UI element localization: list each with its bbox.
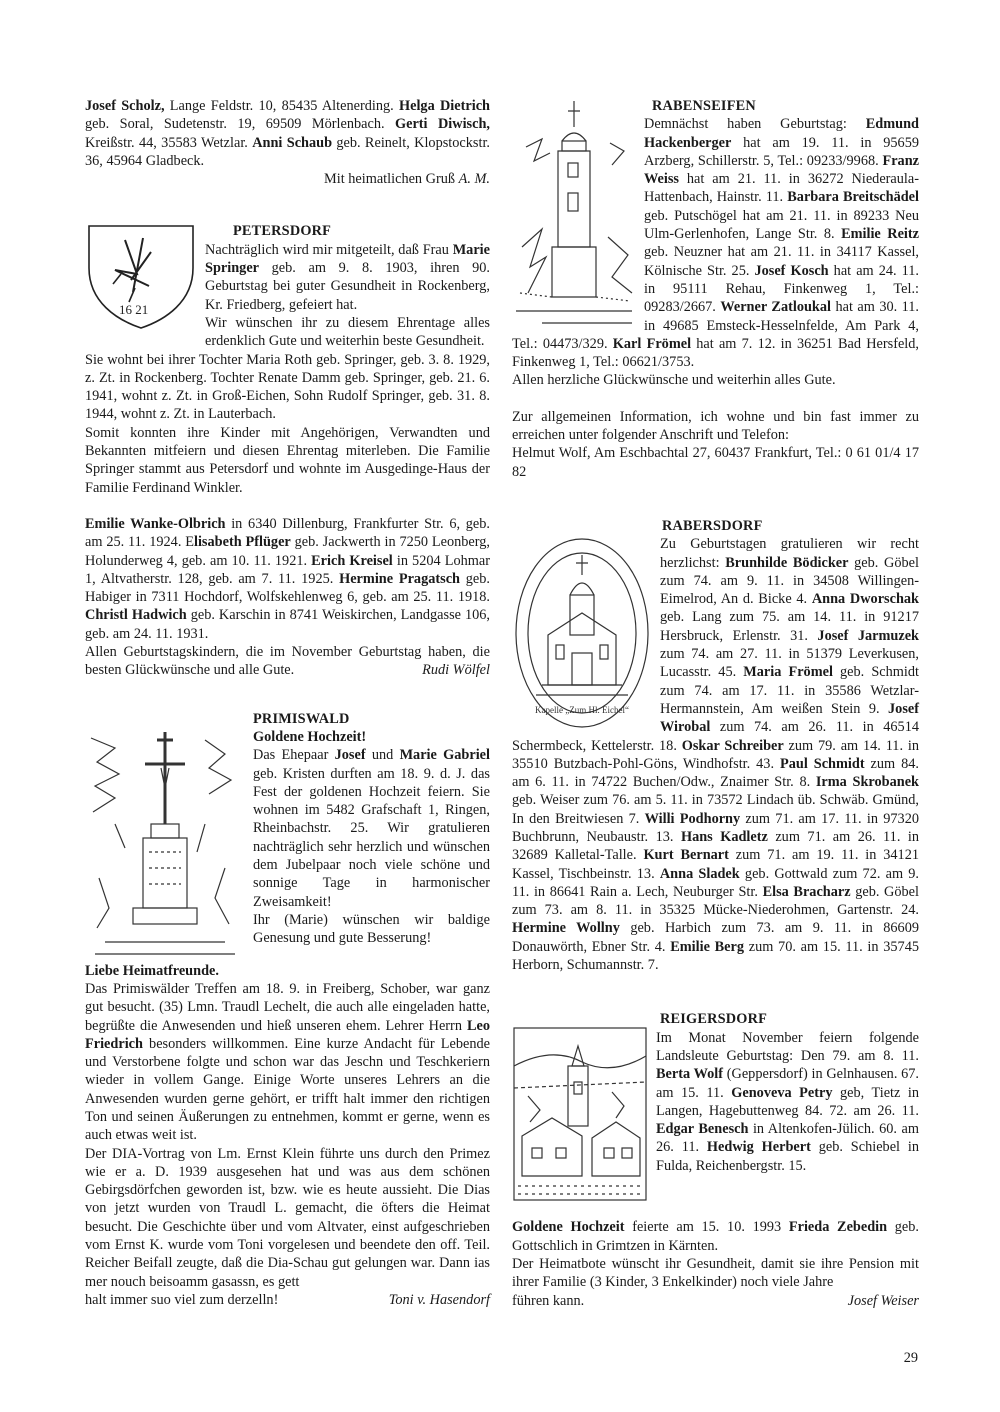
petersdorf-para-3: Sie wohnt bei ihrer Tochter Maria Roth geb. Springer, geb. 3. 8. 1929, z. Zt. in Rockenberg. Tochter Renate Damm geb. Springer, geb. 21. 6. 1941, wohnt z. Zt. in Groß-Eichen, Sohn Rudolf Springer, geb. 31. 8. 1944, wohnt z. Zt. in Lauterbach. (85, 351, 490, 423)
bold-name: Oskar Schreiber (681, 737, 784, 754)
rabenseifen-section (512, 97, 919, 481)
birthday-signature: Rudi Wölfel (422, 662, 490, 679)
bold-name: Maria Frömel (743, 664, 833, 681)
primiswald-signature: Toni v. Hasendorf (388, 1291, 490, 1308)
bold-name: Anni Schaub (252, 134, 333, 151)
bold-name: Kurt Bernart (643, 847, 729, 864)
bold-name: Genoveva Petry (731, 1084, 833, 1101)
bold-name: Goldene Hochzeit (512, 1219, 625, 1236)
bold-name: Hermine Wollny (512, 920, 620, 937)
primiswald-para-1: Das Ehepaar Josef und Marie Gabriel geb. Kristen durften am 18. 9. d. J. das Fest der goldenen Hochzeit feiern. Sie wohnen im 5482 Grafschaft 1, Ringen, Rheinbachstr. 25. Wir gratulieren nachträglich sehr herzlich und wünschen dem Jubelpaar noch viele schöne und sonnige Tage in harmonischer Zweisamkeit! (253, 747, 490, 910)
bold-name: Josef Scholz, (85, 98, 165, 114)
reigersdorf-closing (512, 1292, 919, 1310)
bold-name: Karl Frömel (612, 335, 692, 352)
church-tower-icon (512, 97, 636, 331)
petersdorf-para-2: Wir wünschen ihr zu diesem Ehrentage alles erdenklich Gute und weiterhin beste Gesundheit. (205, 314, 490, 350)
primiswald-title: PRIMISWALD (253, 710, 350, 727)
rabersdorf-para-1: Zu Geburtstagen gratulieren wir recht herzlichst: Brunhilde Bödicker geb. Göbel zum 74. am 9. 11. in 34508 Willingen-Eimelrod, An d. Bicke 4. Anna Dworschak geb. Lang zum 75. am 14. 11. in 91217 Hersbruck, Erlenstr. 31. Josef Jarmuzek zum 74. am 27. 11. in 51379 Leverkusen, Lucasstr. 45. Maria Frömel geb. Schmidt zum 74. am 17. 11. in 35586 Wetzlar-Hermannstein, Am weißen Stein 9. Josef Wirobal zum 74. am 26. 11. in 46514 Schermbeck, Kettelerstr. 18. Oskar Schreiber zum 79. am 14. 11. in 35510 Butzbach-Pohl-Göns, Windhofstr. 43. Paul Schmidt zum 84. am 6. 11. in 74722 Buchen/Odw., Znaimer Str. 8. Irma Skrobanek geb. Weiser zum 76. am 5. 11. in 73572 Lindach üb. Schwäb. Gmünd, In den Breitwiesen 7. Willi Podhorny zum 71. am 17. 11. in 97320 Buchbrunn, Neubaustr. 13. Hans Kadletz zum 71. am 26. 11. in 32689 Kalletal-Talle. Kurt Bernart zum 71. am 19. 11. in 34121 Kassel, Tischbeinstr. 13. Anna Sladek geb. Gottwald zum 72. am 9. 11. in 86641 Rain a. Lech, Neuburger Str. Elsa Bracharz geb. Göbel zum 73. am 8. 11. in 35325 Mücke-Niederohmen, Gartenstr. 24. Hermine Wollny geb. Harbich zum 73. am 9. 11. in 86609 Donauwörth, Ebner Str. 4. Emilie Berg zum 70. am 15. 11. in 35745 Herborn, Schumannstr. 7. (512, 536, 920, 974)
intro-paragraph: Josef Scholz, Lange Feldstr. 10, 85435 Altenerding. Helga Dietrich geb. Soral, Sudetenstr. 19, 69509 Mörlenbach. Gerti Diwisch, Kreißstr. 44, 35583 Wetzlar. Anni Schaub geb. Reinelt, Klopstockstr. 36, 45964 Gladbeck. (85, 98, 490, 169)
bold-name: Hedwig Herbert (706, 1139, 811, 1156)
bold-name: Werner Zatloukal (720, 299, 831, 316)
bold-name: Elsa Bracharz (762, 883, 851, 900)
chapel-medallion-icon (512, 535, 652, 731)
bold-name: Brunhilde Bödicker (725, 554, 849, 571)
reigersdorf-section (512, 1010, 919, 1309)
petersdorf-title: PETERSDORF (233, 223, 332, 240)
petersdorf-para-1: Nachträglich wird mir mitgeteilt, daß Frau Marie Springer geb. am 9. 8. 1903, ihren 90. Geburtstag bei guter Gesundheit in Rockenberg, Kr. Friedberg, gefeiert hat. (205, 241, 490, 313)
primiswald-subtitle: Goldene Hochzeit! (253, 728, 367, 745)
bold-name: Josef Wirobal (660, 700, 919, 736)
bold-name: Anna Dworschak (811, 591, 920, 608)
petersdorf-para-4: Somit konnten ihre Kinder mit Angehörigen, Verwandten und Bekannten mitfeiern und diesen Ehrentag miterleben. Die Familie Springer stammt aus Petersdorf und wohnte im Ausgedinge-Haus der Familie Ferdinand Winkler. (85, 424, 490, 496)
village-view-icon (512, 1026, 648, 1202)
bold-name: Josef Jarmuzek (817, 627, 919, 644)
bold-name: Edmund Hackenberger (644, 116, 919, 151)
birthday-closing (85, 643, 490, 680)
primiswald-heading-2: Liebe Heimatfreunde. (85, 962, 219, 979)
bold-name: Emilie Berg (670, 938, 745, 955)
bold-name: Leo Friedrich (85, 1017, 490, 1052)
birthday-section (85, 515, 490, 680)
bold-name: Franz Weiss (644, 152, 919, 188)
bold-name: Hans Kadletz (680, 828, 768, 845)
bold-name: Gerti Diwisch, (394, 116, 490, 133)
page-number: 29 (903, 1350, 918, 1366)
rabenseifen-para-2: Allen herzliche Glückwünsche und weiterhin alles Gute. (512, 372, 836, 389)
bold-name: Christl Hadwich (85, 607, 187, 624)
birthday-list: Emilie Wanke-Olbrich in 6340 Dillenburg, Frankfurter Str. 6, geb. am 25. 11. 1924. Elisabeth Pflüger geb. Jackwerth in 7250 Leonberg, Holunderweg 4, geb. am 10. 11. 1921. Erich Kreisel in 5204 Lohmar 1, Altvatherstr. 128, geb. am 7. 11. 1925. Hermine Pragatsch geb. Habiger in 7311 Hochdorf, Wolfskehlenweg 6, geb. am 25. 11. 1918. Christl Hadwich geb. Karschin in 8741 Weiskirchen, Landgasse 106, geb. am 24. 11. 1931. (85, 515, 490, 642)
primiswald-closing (85, 1291, 490, 1309)
bold-name: Hermine Pragatsch (339, 570, 460, 587)
primiswald-para-4: Der DIA-Vortrag von Lm. Ernst Klein führte uns durch den Primez wie er a. D. 1939 ausgesehen hat und was aus dem schönen Gebirgsdörfchen geworden ist, bzw. wie es heute aussieht. Die Dias von jetzt wurden von Traudl L. gemacht, die öfters die Heimat besucht. Die Geschichte über und vom Altvater, einst aufgeschrieben vom Ernst K. wurde vom Toni vorgelesen und beendete den off. Teil. Reicher Beifall zeugte, daß die Dia-Schau gut gelungen war. Dann ias mer nouch beisoamm gasassn, es gett (85, 1145, 490, 1290)
rabenseifen-title: RABENSEIFEN (652, 98, 756, 114)
rabenseifen-para-4: Helmut Wolf, Am Eschbachtal 27, 60437 Frankfurt, Tel.: 0 61 01/4 17 82 (512, 445, 919, 480)
medallion-caption: Kapelle „Zum Hl. Eichel“ (535, 704, 629, 715)
petersdorf-section (85, 222, 490, 496)
bold-name: Josef Kosch (754, 262, 829, 279)
bold-name: Berta Wolf (656, 1066, 724, 1083)
bold-name: Frieda Zebedin (788, 1219, 888, 1236)
bold-name: Helga Dietrich (398, 98, 490, 114)
primiswald-closing-text: halt immer suo viel zum derzelln! (85, 1291, 279, 1308)
bold-name: Emilie Wanke-Olbrich (85, 515, 226, 532)
bold-name: Willi Podhorny (644, 810, 741, 827)
reigersdorf-closing-text: führen kann. (512, 1292, 585, 1309)
reigersdorf-para-2: Goldene Hochzeit feierte am 15. 10. 1993 Frieda Zebedin geb. Gottschlich in Grimtzen in Kärnten. (512, 1219, 920, 1254)
reigersdorf-signature: Josef Weiser (847, 1292, 919, 1309)
petersdorf-crest-icon (85, 222, 197, 334)
reigersdorf-title: REIGERSDORF (660, 1011, 768, 1028)
bold-name: Marie Springer (205, 241, 490, 277)
bold-name: Paul Schmidt (779, 755, 865, 772)
rabenseifen-para-1: Demnächst haben Geburtstag: Edmund Hackenberger hat am 19. 11. in 95659 Arzberg, Schillerstr. 5, Tel.: 09233/9968. Franz Weiss hat am 21. 11. in 36272 Niederaula-Hattenbach, Hainstr. 11. Barbara Breitschädel geb. Putschögel hat am 21. 11. in 89233 Neu Ulm-Gerlenhofen, Lange Str. 8. Emilie Reitz geb. Neuzner hat am 21. 11. in 34117 Kassel, Kölnische Str. 25. Josef Kosch hat am 24. 11. in 95111 Rehau, Finkenweg 1, Tel.: 09283/2667. Werner Zatloukal hat am 30. 11. in 49685 Emsteck-Hesselnfelde, Am Park 4, Tel.: 04473/329. Karl Frömel hat am 7. 12. in 36251 Bad Hersfeld, Finkenweg 1, Tel.: 06621/3753. (512, 116, 920, 371)
birthday-closing-text: Allen Geburtstagskindern, die im November Geburtstag haben, die besten Glückwünsche und alle Gute. (85, 644, 490, 679)
reigersdorf-para-1: Im Monat November feiern folgende Landsleute Geburtstag: Den 79. am 8. 11. Berta Wolf (Geppersdorf) in Gelnhausen. 67. am 15. 11. Genoveva Petry geb, Tietz in Langen, Hagebuttenweg 84. 72. am 26. 11. Edgar Benesch in Altenkofen-Jülich. 60. am 26. 11. Hedwig Herbert geb. Schiebel in Fulda, Reichenbergstr. 15. (656, 1029, 920, 1174)
bold-name: Edgar Benesch (656, 1121, 749, 1138)
bold-name: Josef (334, 747, 366, 764)
bold-name: Barbara Breitschädel (787, 189, 919, 206)
rabersdorf-section (512, 517, 919, 974)
bold-name: Erich Kreisel (311, 552, 393, 569)
intro-greeting: Mit heimatlichen Gruß A. M. (324, 171, 490, 188)
italic-text: A. M. (458, 171, 490, 188)
left-column (85, 97, 490, 1309)
bold-name: Marie Gabriel (399, 747, 490, 764)
bold-name: Irma Skrobanek (815, 774, 919, 791)
bold-name: Emilie Reitz (841, 226, 920, 243)
primiswald-para-3: Das Primiswälder Treffen am 18. 9. in Freiberg, Schober, war ganz gut besucht. (35) Lmn. Traudl Lechelt, die auch alle eingeladen hatte, begrüßte die Anwesenden und hieß unseren ehem. Lehrer Herrn Leo Friedrich besonders willkommen. Eine kurze Andacht für Lebende und Verstorbene folgte und schon war das Jeschn und Teschkeriern wieder in vollem Gange. Einige Worte unseres Lehrers an die Anwesenden wurden gerne gehört, er trifft halt immer den richtigen Ton und seinen Äußerungen zu entnehmen, kommt er gerne, wenn es auch etwas weit ist. (85, 980, 490, 1144)
rabenseifen-para-3: Zur allgemeinen Information, ich wohne und bin fast immer zu erreichen unter folgender Anschrift und Telefon: (512, 408, 919, 444)
crest-year-label: 16 21 (119, 302, 149, 318)
primiswald-section (85, 710, 490, 1310)
reigersdorf-para-3: Der Heimatbote wünscht ihr Gesundheit, damit sie ihre Pension mit ihrer Familie (3 Kinder, 3 Enkelkinder) noch viele Jahre (512, 1255, 919, 1291)
bold-name: lisabeth Pflüger (193, 534, 291, 551)
wayside-cross-icon (85, 728, 245, 960)
right-column (512, 97, 919, 1310)
rabersdorf-title: RABERSDORF (662, 517, 763, 534)
primiswald-para-2: Ihr (Marie) wünschen wir baldige Genesung und gute Besserung! (253, 911, 490, 947)
bold-name: Anna Sladek (659, 865, 740, 882)
